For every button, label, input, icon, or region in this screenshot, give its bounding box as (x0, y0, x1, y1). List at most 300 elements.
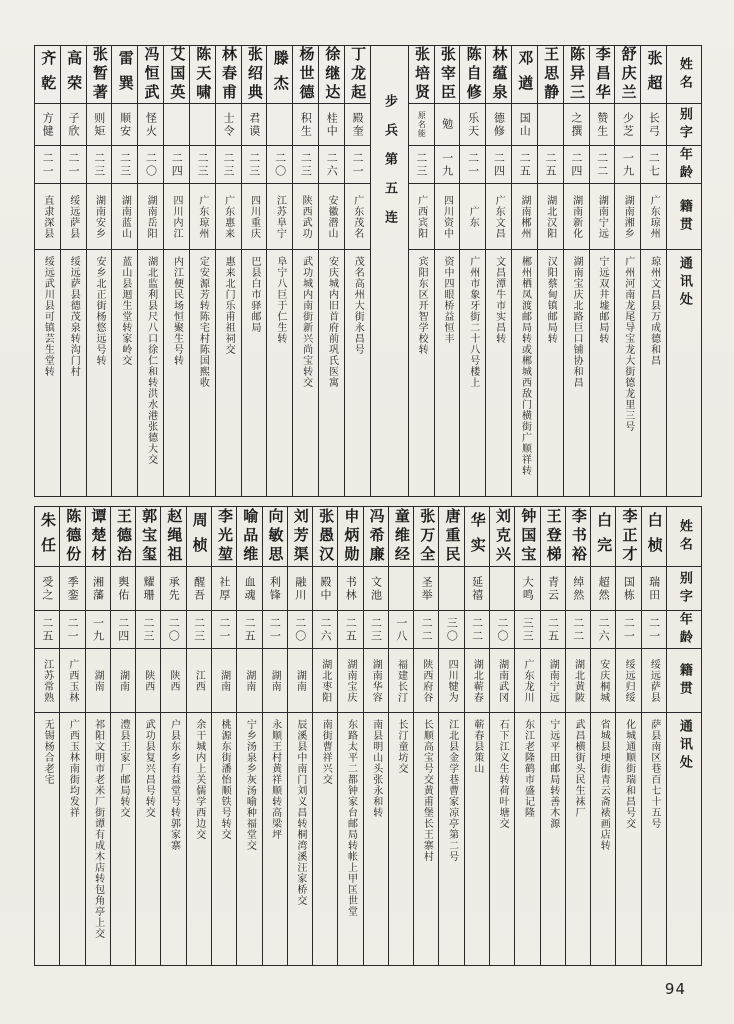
entry-address-text: 蓝山县迴生堂转家岭交 (119, 256, 131, 366)
entry-age-text: 三三 (521, 616, 535, 643)
entry-name-text: 白完 (595, 511, 614, 562)
entry-age (541, 611, 565, 649)
entry-courtesy (313, 567, 337, 611)
entry-age (490, 611, 514, 649)
entry-age-text: 二二 (595, 151, 609, 178)
entry-column (267, 46, 293, 496)
header-age (667, 611, 701, 649)
entry-name-text: 陈天啸 (194, 46, 213, 103)
header-courtesy (667, 567, 701, 611)
entry-age-text: 二一 (466, 151, 480, 178)
entry-native (414, 649, 438, 713)
entry-native-text: 湖南宁远 (547, 658, 559, 703)
entry-courtesy (364, 567, 388, 611)
entry-native (439, 649, 463, 713)
header-native-text: 籍贯 (676, 198, 692, 235)
entry-name (190, 46, 215, 104)
entry-courtesy-text: 积生 (299, 111, 313, 138)
entry-age-text: 二五 (243, 616, 257, 643)
entry-column (187, 507, 212, 965)
entry-courtesy-text: 勉 (440, 118, 454, 131)
entry-column (642, 507, 667, 965)
entry-column (263, 507, 288, 965)
entry-address-text: 蕲春县策山 (471, 719, 483, 774)
header-name-text: 姓名 (676, 56, 692, 93)
entry-courtesy (87, 104, 112, 146)
entry-age-text: 二七 (647, 151, 661, 178)
entry-address-text: 东江老隆鹤市盛记隆 (522, 719, 534, 818)
entry-name-text: 王德治 (114, 508, 133, 565)
entry-courtesy (242, 104, 267, 146)
entry-native-text: 陕西 (168, 669, 180, 692)
entry-address (313, 713, 337, 965)
entry-age (164, 146, 189, 184)
entry-column (641, 46, 667, 496)
entry-address-text: 省城县埂街青云斋裱画店转 (598, 719, 610, 851)
entry-age (566, 611, 590, 649)
entry-address-text: 南县明山头张永和转 (370, 719, 382, 818)
entry-native-text: 湖南华容 (370, 658, 382, 703)
entry-age (564, 146, 589, 184)
entry-name-text: 刘芳渠 (291, 508, 310, 565)
entry-name (389, 507, 413, 567)
entry-age-text: 二三 (196, 151, 210, 178)
entry-column (111, 507, 136, 965)
entry-age (267, 146, 292, 184)
entry-address-text: 惠来北门乐甫祖祠交 (223, 256, 235, 355)
entry-name-text: 舒庆兰 (619, 46, 638, 103)
entry-native (293, 184, 318, 250)
entry-name-text: 张培贤 (413, 46, 431, 103)
entry-native-text: 绥远归绥 (623, 658, 635, 703)
entry-address-text: 广西玉林南街均发祥 (67, 719, 79, 818)
entry-native (490, 649, 514, 713)
entry-native (136, 649, 160, 713)
entry-age (512, 146, 537, 184)
entry-courtesy (465, 567, 489, 611)
entry-courtesy (615, 104, 640, 146)
entry-native-text: 陕西 (142, 669, 154, 692)
entry-courtesy-text: 受之 (40, 575, 54, 602)
entry-name-text: 赵绳祖 (165, 508, 184, 565)
entry-column (112, 46, 138, 496)
entry-native-text: 广西玉林 (66, 658, 78, 703)
entry-native (111, 649, 135, 713)
entry-age-text: 二五 (40, 616, 54, 643)
entry-courtesy-text: 德修 (492, 111, 506, 138)
entry-courtesy-text: 超然 (597, 575, 611, 602)
header-native (667, 649, 701, 713)
entry-address (642, 713, 666, 965)
header-age (667, 146, 701, 184)
entry-native (35, 184, 60, 250)
entry-native-text: 湖南 (294, 669, 306, 692)
entry-column (564, 46, 590, 496)
entry-courtesy-text: 则矩 (92, 111, 106, 138)
entry-age (263, 611, 287, 649)
entry-courtesy-text: 血魂 (243, 575, 257, 602)
header-age-text: 年龄 (676, 146, 692, 183)
entry-name-text: 唐重民 (443, 508, 462, 565)
entry-courtesy (486, 104, 511, 146)
entry-courtesy-text: 士令 (221, 111, 235, 138)
entry-courtesy (161, 567, 185, 611)
entry-age (590, 146, 615, 184)
entry-column (439, 507, 464, 965)
entry-name-text: 雷巽 (116, 49, 135, 100)
entry-address (35, 713, 59, 965)
entry-native-text: 广东茂名 (351, 194, 363, 239)
entry-address-text: 广州河南龙尾导宝龙大街德龙里三号 (622, 256, 634, 432)
entry-column (319, 46, 345, 496)
entry-name (512, 46, 537, 104)
entry-native (590, 184, 615, 250)
entry-address (242, 250, 267, 496)
section-divider-column (371, 46, 409, 496)
entry-native-text: 湖南 (243, 669, 255, 692)
entry-name-text: 朱任 (38, 511, 57, 562)
entry-name (566, 507, 590, 567)
entry-address-text: 南街曹祥兴交 (320, 719, 332, 785)
entry-name (538, 46, 563, 104)
entry-native-text: 广西宾阳 (415, 194, 427, 239)
entry-column (538, 46, 564, 496)
entry-age-text: 三〇 (445, 616, 459, 643)
entry-address-text: 文昌潭牛市实昌转 (493, 256, 505, 344)
entry-age-text: 二三 (299, 151, 313, 178)
entry-age-text: 一九 (621, 151, 635, 178)
entry-native (313, 649, 337, 713)
entry-name-text: 杨世德 (297, 46, 316, 103)
entry-name (164, 46, 189, 104)
entry-name (267, 46, 292, 104)
entry-courtesy-text: 殿中 (318, 575, 332, 602)
entry-native (615, 184, 640, 250)
entry-courtesy-text: 承先 (167, 575, 181, 602)
entry-name (414, 507, 438, 567)
entry-name-text: 张愚汉 (317, 508, 336, 565)
entry-age-text: 二六 (597, 616, 611, 643)
entry-column (237, 507, 262, 965)
entry-age (288, 611, 312, 649)
entry-name (86, 507, 110, 567)
entry-courtesy-text: 国山 (518, 111, 532, 138)
entry-native-text: 广东 (467, 205, 479, 228)
entry-native-text: 广东文昌 (493, 194, 505, 239)
entry-native (263, 649, 287, 713)
entry-native (164, 184, 189, 250)
entry-age (439, 611, 463, 649)
entry-name (591, 507, 615, 567)
entry-native (460, 184, 485, 250)
entry-age (435, 146, 460, 184)
entry-address-text: 宾阳东区开智学校转 (416, 256, 428, 355)
entry-name-text: 邓遒 (516, 49, 535, 100)
entry-age (87, 146, 112, 184)
entry-courtesy (541, 567, 565, 611)
entry-address (460, 250, 485, 496)
entry-column (60, 507, 85, 965)
entry-name (212, 507, 236, 567)
entry-age (414, 611, 438, 649)
entry-column (190, 46, 216, 496)
header-name (667, 46, 701, 104)
entry-courtesy-text: 耀珊 (142, 575, 155, 602)
entry-courtesy-text: 湘藩 (91, 575, 105, 602)
entry-age (136, 611, 160, 649)
entry-age (460, 146, 485, 184)
entry-age (242, 146, 267, 184)
entry-name (161, 507, 185, 567)
entry-age-text: 二三 (118, 151, 132, 178)
entry-address-text: 巴县白市驿邮局 (248, 256, 260, 333)
entry-name (60, 507, 84, 567)
header-courtesy-text: 别字 (676, 106, 692, 143)
entry-column (435, 46, 461, 496)
entry-column (616, 507, 641, 965)
entry-address-text: 萨县南区巷百七十五号 (648, 719, 660, 829)
entry-name (111, 507, 135, 567)
entry-native (409, 184, 434, 250)
entry-column (345, 46, 371, 496)
entry-name (242, 46, 267, 104)
entry-column (35, 507, 60, 965)
entry-address-text: 内江便民场恒聚生号转 (171, 256, 183, 366)
entry-age-text: 二〇 (293, 616, 307, 643)
entry-native-text: 湖南湘乡 (622, 194, 634, 239)
entry-native (564, 184, 589, 250)
entry-native (60, 649, 84, 713)
header-address-text: 通讯处 (676, 256, 692, 310)
entry-column (136, 507, 161, 965)
entry-address-text: 余干城内上关儒学西边交 (193, 719, 205, 840)
entry-native (515, 649, 539, 713)
entry-native-text: 四川重庆 (248, 194, 260, 239)
entry-age (338, 611, 362, 649)
entry-address-text: 长汀童坊交 (396, 719, 408, 774)
entry-native-text: 安庆桐城 (597, 658, 609, 703)
header-native-text: 籍贯 (676, 662, 692, 699)
entry-name-text: 冯希廉 (367, 508, 386, 565)
entry-native (237, 649, 261, 713)
header-courtesy-text: 别字 (676, 570, 692, 607)
entry-age (538, 146, 563, 184)
entry-courtesy (512, 104, 537, 146)
entry-courtesy-text: 长弓 (647, 111, 661, 138)
entry-courtesy (237, 567, 261, 611)
entry-address-text: 湖南宝庆北路巨口铺协和昌 (571, 256, 583, 388)
entry-name (439, 507, 463, 567)
entry-name (216, 46, 241, 104)
entry-address-text: 绥远萨县德茂泉转沟门村 (68, 256, 80, 377)
entry-age (61, 146, 86, 184)
entry-address (263, 713, 287, 965)
entry-age-text: 二〇 (167, 616, 181, 643)
entry-courtesy-text: 圣举 (420, 575, 434, 602)
entry-courtesy (212, 567, 236, 611)
entry-name-text: 郭宝玺 (140, 508, 159, 565)
entry-age (515, 611, 539, 649)
section-label-text: 步兵第五连 (382, 94, 398, 239)
entry-address (60, 713, 84, 965)
entry-address-text: 澧县王家厂邮局转交 (117, 719, 129, 818)
entry-name-text: 齐乾 (39, 49, 58, 100)
entry-age-text: 二三 (142, 616, 155, 643)
entry-age-text: 一九 (91, 616, 105, 643)
entry-age-text: 二六 (318, 616, 332, 643)
entry-native-text: 江西 (193, 669, 205, 692)
entry-age-text: 二五 (546, 616, 560, 643)
entry-age (591, 611, 615, 649)
entry-native (190, 184, 215, 250)
entry-courtesy (515, 567, 539, 611)
entry-address-text: 安乡北正街杨悠远号转 (94, 256, 106, 366)
entry-age-text: 二四 (170, 151, 184, 178)
entry-native-text: 江苏常熟 (41, 658, 53, 703)
entry-native (435, 184, 460, 250)
entry-age-text: 二三 (414, 151, 428, 178)
entry-column (164, 46, 190, 496)
entry-native-text: 湖南岳阳 (145, 194, 157, 239)
entry-courtesy (345, 104, 370, 146)
entry-courtesy-text: 之撰 (569, 111, 583, 138)
entry-address (512, 250, 537, 496)
entry-name-text: 丁龙起 (349, 46, 368, 103)
entry-address (267, 250, 292, 496)
entry-name (35, 507, 59, 567)
entry-native (538, 184, 563, 250)
entry-address-text: 石下江义生转荷叶塘交 (497, 719, 509, 829)
entry-native-text: 福建长汀 (395, 658, 407, 703)
entry-native (641, 184, 666, 250)
entry-age (112, 146, 137, 184)
entry-age (615, 146, 640, 184)
entry-address (616, 713, 640, 965)
entry-courtesy-text: 方健 (41, 111, 55, 138)
entry-courtesy (414, 567, 438, 611)
entry-courtesy (564, 104, 589, 146)
entry-name-text: 谭楚材 (89, 508, 108, 565)
entry-courtesy (389, 567, 413, 611)
entry-address-text: 绥远武川县可镇芸生堂转 (42, 256, 54, 377)
entry-age (111, 611, 135, 649)
entry-age-text: 二五 (344, 616, 358, 643)
entry-address (112, 250, 137, 496)
entry-age-text: 二二 (470, 616, 484, 643)
entry-courtesy-text: 大鸣 (521, 575, 535, 602)
entry-courtesy-text: 绰然 (571, 575, 585, 602)
entry-age-text: 二一 (351, 151, 365, 178)
entry-name (465, 507, 489, 567)
entry-age-text: 二一 (217, 616, 231, 643)
entry-name (642, 507, 666, 567)
entry-column (389, 507, 414, 965)
entry-native-text: 广东龙川 (521, 658, 533, 703)
entry-column (313, 507, 338, 965)
entry-courtesy-text: 赞生 (595, 111, 609, 138)
entry-column (338, 507, 363, 965)
entry-courtesy (293, 104, 318, 146)
entry-address (439, 713, 463, 965)
entry-column (486, 46, 512, 496)
entry-name-text: 白桢 (645, 511, 664, 562)
entry-native (591, 649, 615, 713)
header-age-text: 年龄 (676, 611, 692, 648)
entry-native-text: 湖南武冈 (496, 658, 508, 703)
entry-name (319, 46, 344, 104)
entry-courtesy (112, 104, 137, 146)
entry-address (319, 250, 344, 496)
entry-native-text: 陕西府谷 (420, 658, 432, 703)
entry-age-text: 二二 (420, 616, 434, 643)
entry-column (590, 46, 616, 496)
page-number: 94 (664, 980, 686, 998)
entry-native (566, 649, 590, 713)
entry-courtesy-text: 文池 (369, 575, 383, 602)
entry-native-text: 湖南 (218, 669, 230, 692)
entry-age-text: 二三 (247, 151, 261, 178)
entry-name-text: 李光堃 (215, 508, 234, 565)
entry-native (212, 649, 236, 713)
entry-native (216, 184, 241, 250)
entry-name (541, 507, 565, 567)
entry-age-text: 二四 (492, 151, 506, 178)
entry-native (512, 184, 537, 250)
entry-name (237, 507, 261, 567)
entry-address (615, 250, 640, 496)
entry-native-text: 湖南安乡 (93, 194, 105, 239)
header-address-text: 通讯处 (676, 719, 692, 773)
entry-address (86, 713, 110, 965)
entry-address-text: 户县东乡有益堂号转郭家寨 (168, 719, 180, 851)
roster-table-top (34, 45, 702, 497)
entry-courtesy (136, 567, 160, 611)
entry-column (86, 507, 111, 965)
entry-address-text: 东路太平二都钟家台邮局转帐上甲匡世堂 (345, 719, 357, 917)
entry-address (564, 250, 589, 496)
entry-native (112, 184, 137, 250)
entry-column (460, 46, 486, 496)
entry-age-text: 一八 (394, 616, 408, 643)
entry-courtesy (439, 567, 463, 611)
entry-courtesy (642, 567, 666, 611)
entry-courtesy (267, 104, 292, 146)
entry-address-text: 茂名高州大街永昌号 (352, 256, 364, 355)
entry-courtesy (591, 567, 615, 611)
entry-age (293, 146, 318, 184)
entry-name-text: 向敏思 (266, 508, 285, 565)
entry-name-text: 徐继达 (323, 46, 342, 103)
entry-age-text: 二二 (571, 616, 585, 643)
entry-name-text: 刘克兴 (494, 508, 513, 565)
entry-name (409, 46, 434, 104)
header-native (667, 184, 701, 250)
entry-courtesy-text: 季銮 (66, 575, 80, 602)
entry-courtesy (641, 104, 666, 146)
entry-native (389, 649, 413, 713)
entry-address (61, 250, 86, 496)
entry-name (112, 46, 137, 104)
entry-age (641, 146, 666, 184)
entry-native-text: 江苏阜宁 (274, 194, 286, 239)
entry-courtesy (111, 567, 135, 611)
entry-column (35, 46, 61, 496)
entry-address-text: 辰溪县中南门刘义昌转桐湾溪汪家桥交 (294, 719, 306, 906)
entry-column (242, 46, 268, 496)
entry-courtesy-text: 顺安 (118, 111, 132, 138)
entry-address-text: 祁阳文明市老米厂街谭有成木店转包角亭上交 (92, 719, 104, 939)
entry-address (591, 713, 615, 965)
